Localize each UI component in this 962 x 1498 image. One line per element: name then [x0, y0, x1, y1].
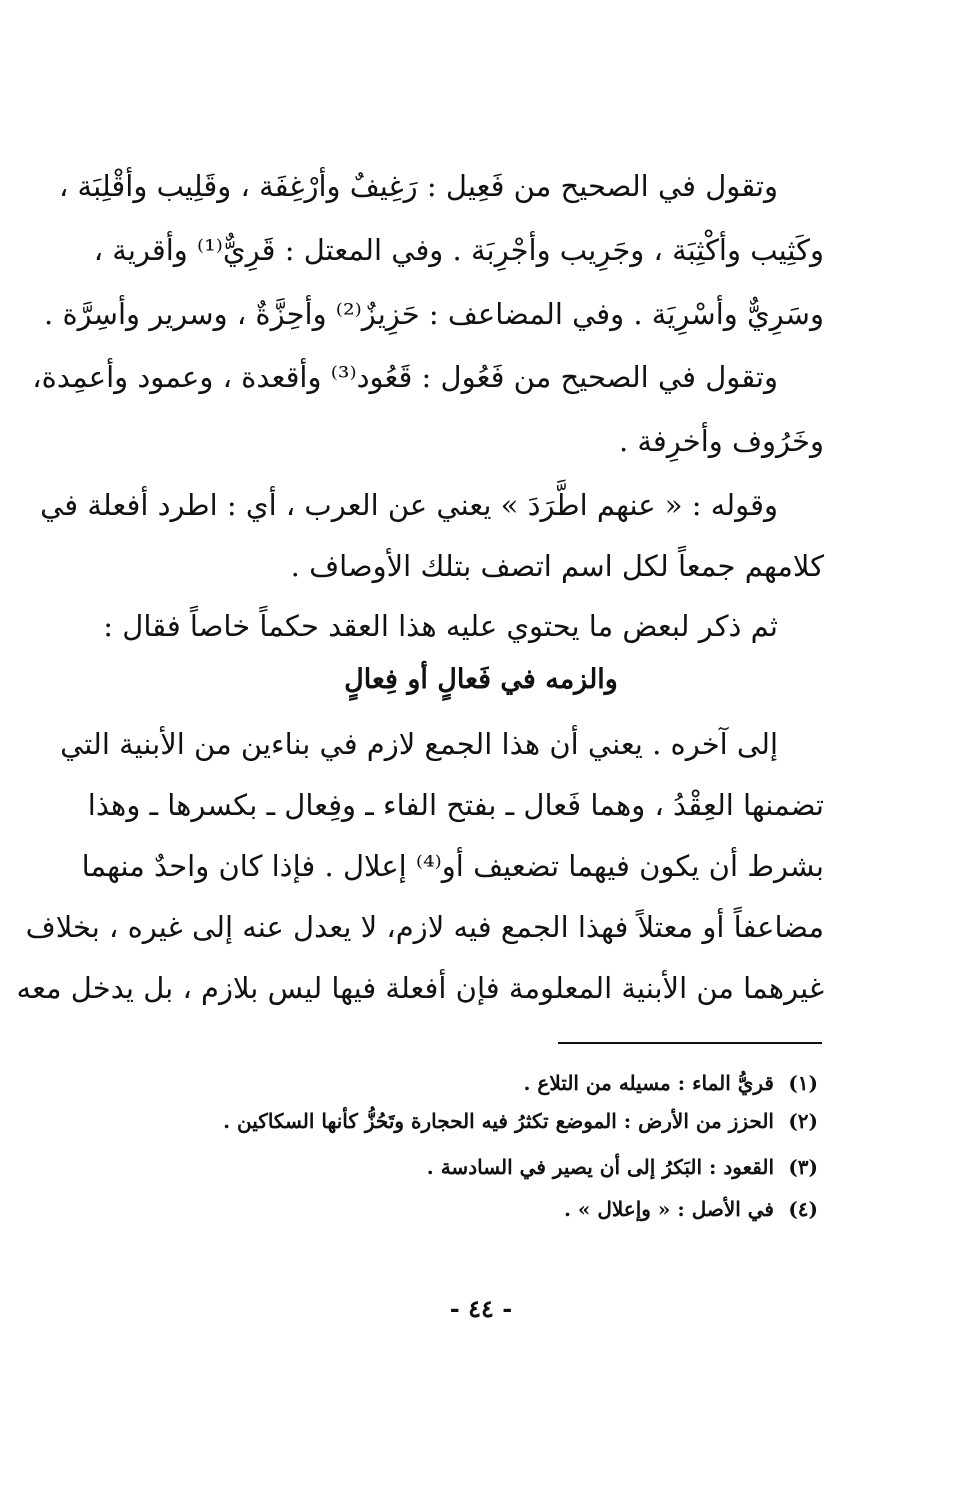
footnote-number: (٤): [788, 1197, 818, 1221]
body-line-9: إلى آخره . يعني أن هذا الجمع لازم في بناءين من الأبنية التي: [60, 727, 778, 761]
body-line-10: تضمنها العِقْدُ ، وهما فَعال ـ بفتح الفاء ـ وفِعال ـ بكسرها ـ وهذا: [87, 788, 824, 822]
footnote-text: في الأصل : « وإعلال » .: [563, 1197, 774, 1221]
body-line-6: وقوله : « عنهم اطَّرَدَ » يعني عن العرب ، أي : اطرد أفعلة في: [40, 488, 778, 522]
footnote-number: (١): [788, 1071, 818, 1095]
footnote-4: [138, 1194, 818, 1224]
body-line-11: بشرط أن يكون فيهما تضعيف أو⁽⁴⁾ إعلال . فإذا كان واحدٌ منهما: [81, 849, 824, 883]
footnote-text: القعود : البَكرُ إلى أن يصير في السادسة .: [426, 1155, 774, 1179]
body-line-13: غيرهما من الأبنية المعلومة فإن أفعلة فيها ليس بلازم ، بل يدخل معه: [16, 971, 824, 1005]
footnote-number: (٣): [788, 1155, 818, 1179]
body-line-1: وتقول في الصحيح من فَعِيل : رَغِيفٌ وأرْغِفَة ، وقَلِيب وأقْلِبَة ،: [58, 169, 778, 203]
footnote-separator: [558, 1042, 822, 1044]
page-number: - ٤٤ -: [449, 1294, 513, 1323]
body-line-7: كلامهم جمعاً لكل اسم اتصف بتلك الأوصاف .: [290, 549, 824, 583]
body-line-12: مضاعفاً أو معتلاً فهذا الجمع فيه لازم، لا يعدل عنه إلى غيره ، بخلاف: [25, 910, 824, 944]
body-line-8: ثم ذكر لبعض ما يحتوي عليه هذا العقد حكماً خاصاً فقال :: [103, 609, 778, 643]
footnote-number: (٢): [788, 1109, 818, 1133]
body-line-5: وخَرُوف وأخرِفة .: [618, 424, 824, 458]
body-line-4: وتقول في الصحيح من فَعُول : قَعُود⁽³⁾ وأقعدة ، وعمود وأعمِدة،: [32, 360, 778, 394]
body-line-2: وكَثِيب وأكْثِبَة ، وجَرِيب وأجْرِبَة . وفي المعتل : قَرِيٌّ⁽¹⁾ وأقرية ،: [93, 233, 824, 267]
body-line-3: وسَرِيٌّ وأسْرِيَة . وفي المضاعف : حَزِيزٌ⁽²⁾ وأحِزَّةٌ ، وسرير وأسِرَّة .: [44, 297, 824, 331]
footnote-2: [138, 1106, 818, 1136]
verse-heading: والزمه في فَعالٍ أو فِعالٍ: [344, 664, 618, 695]
footnote-text: الحزز من الأرض : الموضع تكثرُ فيه الحجارة وتَحُزُّ كأنها السكاكين .: [223, 1109, 774, 1133]
footnote-3: [138, 1152, 818, 1182]
footnote-1: [138, 1068, 818, 1098]
footnote-text: قريُّ الماء : مسيله من التلاع .: [523, 1071, 774, 1095]
